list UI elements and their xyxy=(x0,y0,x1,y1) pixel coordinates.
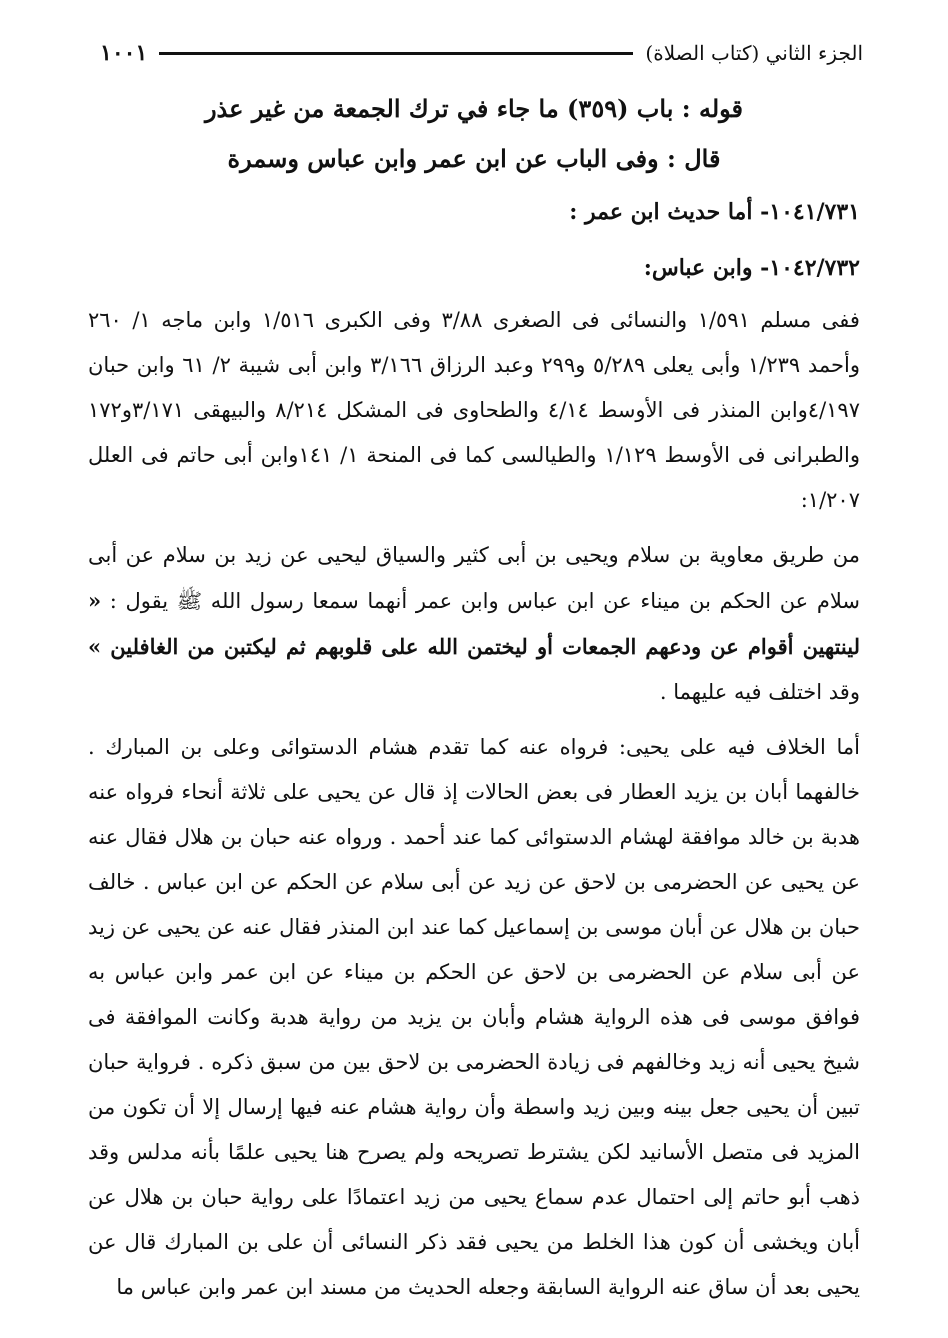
header-rule xyxy=(159,52,633,55)
running-header-title: الجزء الثاني (كتاب الصلاة) xyxy=(645,41,863,65)
hadith-ref-ibn-abbas: ١٠٤٢/٧٣٢- وابن عباس: xyxy=(643,255,860,281)
sources-paragraph: ففى مسلم ١/٥٩١ والنسائى فى الصغرى ٣/٨٨ وفى الكبرى ١/٥١٦ وابن ماجه ١/ ٢٦٠ وأحمد ١/٢٣٩ وأبى يعلى ٥/٢٨٩ و٢٩٩ وعبد الرزاق ٣/١٦٦ وابن أبى شيبة ٢/ ٦١ وابن حبان ٤/١٩٧وابن المنذر فى الأوسط ٤/١٤ والطحاوى فى المشكل ٨/٢١٤ والبيهقى ٣/١٧١و١٧٢ والطبرانى فى الأوسط ١/١٢٩ والطيالسى كما فى المنحة ١/ ١٤١وابن أبى حاتم فى العلل ١/٢٠٧: xyxy=(88,308,861,512)
hadith-ref-ibn-umar: ١٠٤١/٧٣١- أما حديث ابن عمر : xyxy=(569,199,860,225)
page-body xyxy=(88,84,860,1310)
running-header xyxy=(100,36,863,70)
hadith-quote: « لينتهين أقوام عن ودعهم الجمعات أو ليختمن الله على قلوبهم ثم ليكتبن من الغافلين » xyxy=(88,588,860,659)
isnad-paragraph xyxy=(88,533,860,715)
after-quote: وقد اختلف فيه عليهما . xyxy=(659,680,860,704)
page-number: ١٠٠١ xyxy=(100,40,148,66)
chapter-subtitle: قال : وفى الباب عن ابن عمر وابن عباس وسمرة xyxy=(227,144,721,173)
chapter-title: قوله : باب (٣٥٩) ما جاء في ترك الجمعة من غير عذر xyxy=(204,94,744,123)
isnad-intro: من طريق معاوية بن سلام ويحيى بن أبى كثير والسياق ليحيى عن زيد بن سلام عن أبى سلام عن الحكم بن ميناء عن ابن عباس وابن عمر أنهما سمعا رسول الله ﷺ يقول : xyxy=(88,543,860,613)
discussion-paragraph: أما الخلاف فيه على يحيى: فرواه عنه كما تقدم هشام الدستوائى وعلى بن المبارك . خالفهما أبان بن يزيد العطار فى بعض الحالات إذ قال عن يحيى على ثلاثة أنحاء فرواه عنه هدبة بن خالد موافقة لهشام الدستوائى كما عند أحمد . ورواه عنه حبان بن هلال فقال عنه عن يحيى عن الحضرمى بن لاحق عن زيد عن أبى سلام عن الحكم عن ابن عباس . خالف حبان بن هلال عن أبان موسى بن إسماعيل كما عند ابن المنذر فقال عنه عن يحيى عن زيد عن أبى سلام عن الحضرمى بن لاحق عن الحكم بن ميناء عن ابن عمر وابن عباس به فوافق موسى فى هذه الرواية هشام وأبان بن يزيد من رواية هدبة وكانت الموافقة فى شيخ يحيى أنه زيد وخالفهم فى زيادة الحضرمى بن لاحق بين من سبق ذكره . فرواية حبان تبين أن يحيى جعل بينه وبين زيد واسطة وأن رواية هشام عنه فيها إرسال إلا أن تكون من المزيد فى متصل الأسانيد لكن يشترط تصريحه ولم يصرح هنا يحيى علمًا بأنه مدلس وقد ذهب أبو حاتم إلى احتمال عدم سماع يحيى من زيد اعتمادًا على رواية حبان بن هلال عن أبان ويخشى أن كون هذا الخلط من يحيى فقد ذكر النسائى أن على بن المبارك قال عن يحيى بعد أن ساق عنه الرواية السابقة وجعله الحديث من مسند ابن عمر وابن عباس ما xyxy=(88,735,860,1299)
